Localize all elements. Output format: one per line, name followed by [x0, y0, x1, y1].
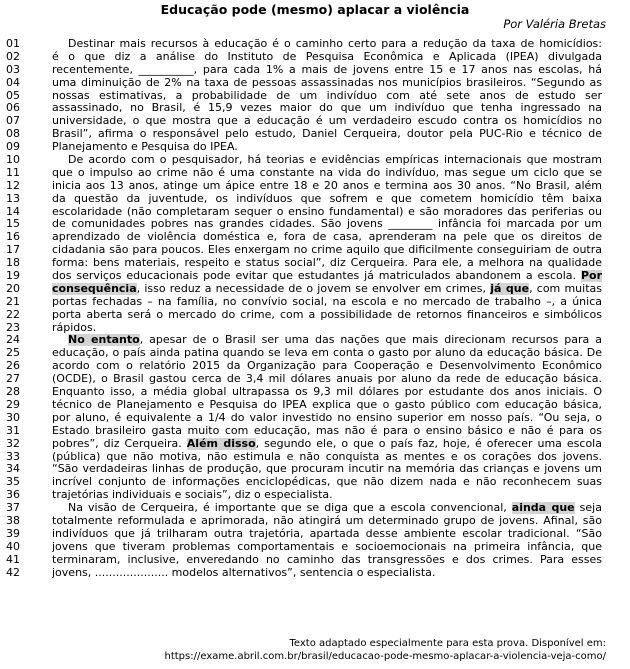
- text-segment: forma: bens materiais, respeito e status social”, diz Cerqueira. Para ele, a melhora na qualidade: [52, 257, 602, 270]
- text-line: [6, 193, 606, 206]
- text-line: [6, 90, 606, 103]
- line-text: [52, 90, 602, 103]
- text-line: [6, 218, 606, 231]
- line-number: 07: [6, 114, 20, 128]
- text-segment: portas fechadas – na família, no convívio social, na escola e no mercado de trabalho –, a única: [52, 295, 602, 308]
- line-text: [52, 257, 602, 270]
- line-number: 18: [6, 256, 20, 270]
- text-line: [6, 180, 606, 193]
- text-line: [6, 373, 606, 386]
- text-line: [6, 476, 606, 489]
- text-segment: Planejamento e Pesquisa do IPEA.: [52, 141, 238, 154]
- line-text: [52, 502, 602, 515]
- line-number: 37: [6, 501, 20, 515]
- text-line: [6, 528, 606, 541]
- line-text: [52, 386, 602, 399]
- line-number: 22: [6, 307, 20, 321]
- text-segment: terminaram, inclusive, enveredando no caminho das transgressões e dos crimes. Para esses: [52, 553, 602, 566]
- line-text: [52, 334, 602, 347]
- line-text: [52, 180, 602, 193]
- text-segment: Brasil”, afirma o responsável pelo estudo, Daniel Cerqueira, doutor pela PUC-Rio e técnico de: [52, 128, 602, 141]
- line-text: [52, 141, 602, 154]
- text-segment: universidade, o que mostra que a educação é um verdadeiro escudo contra os homicídios no: [52, 115, 602, 128]
- text-segment: assassinado, no Brasil, é 15,9 vezes maior do que um indivíduo que tenha ingressado na: [52, 102, 602, 115]
- text-line: [6, 128, 606, 141]
- line-number: 11: [6, 165, 20, 179]
- article-body: [6, 38, 606, 579]
- line-number: 39: [6, 526, 20, 540]
- highlighted-connective: Por: [580, 270, 602, 283]
- text-line: [6, 64, 606, 77]
- line-number: 21: [6, 294, 20, 308]
- text-segment: Na visão de Cerqueira, é importante que se diga que a escola convencional,: [68, 502, 512, 515]
- text-segment: dos serviços educacionais pode evitar que estudantes já matriculados abandonem a escola.: [52, 270, 581, 283]
- text-line: [6, 296, 606, 309]
- line-number: 08: [6, 127, 20, 141]
- text-line: [6, 502, 606, 515]
- line-number: 33: [6, 449, 20, 463]
- text-segment: inicia aos 13 anos, atinge um ápice entre 18 e 20 anos e termina aos 30 anos. “No Brasil, além: [52, 179, 602, 192]
- line-number: 36: [6, 488, 20, 502]
- line-text: [52, 115, 602, 128]
- line-number: 04: [6, 75, 20, 89]
- line-number: 17: [6, 243, 20, 257]
- text-segment: uma diminuição de 2% na taxa de pessoas assassinadas nos municípios brasileiros. “Segundo as: [52, 76, 602, 89]
- text-segment: (pública) que não motiva, não estimula e não conquista as mentes e os corações dos jovens.: [52, 450, 602, 463]
- text-line: [6, 567, 606, 580]
- line-text: [52, 438, 602, 451]
- text-line: [6, 167, 606, 180]
- text-segment: da questão da juventude, os indivíduos que sofrem e que cometem homicídio têm baixa: [52, 192, 602, 205]
- line-text: [52, 489, 602, 502]
- line-text: [52, 77, 602, 90]
- line-number: 15: [6, 217, 20, 231]
- text-segment: , segundo ele, o que o país faz, hoje, é oferecer uma escola: [255, 437, 602, 450]
- line-text: [52, 193, 602, 206]
- line-number: 24: [6, 333, 20, 347]
- source-citation: [165, 637, 607, 663]
- line-number: 09: [6, 140, 20, 154]
- text-line: [6, 386, 606, 399]
- line-number: 30: [6, 410, 20, 424]
- source-note: Texto adaptado especialmente para esta prova. Disponível em:: [289, 638, 606, 649]
- text-line: [6, 554, 606, 567]
- text-segment: Enquanto isso, a média global ultrapassa os 9,3 mil dólares por estudante dos anos iniciais. O: [52, 386, 602, 399]
- source-url[interactable]: https://exame.abril.com.br/brasil/educacao-pode-mesmo-aplacar-a-violencia-veja-como/: [164, 651, 606, 662]
- line-text: [52, 476, 602, 489]
- text-line: [6, 399, 606, 412]
- text-segment: rápidos.: [52, 321, 97, 334]
- text-segment: educação, o país ainda patina quando se leva em conta o gasto por aluno da educação básica. De: [52, 347, 602, 360]
- line-text: [52, 296, 602, 309]
- line-number: 25: [6, 346, 20, 360]
- text-line: [6, 51, 606, 64]
- highlighted-connective: No entanto: [68, 334, 140, 347]
- text-line: [6, 334, 606, 347]
- text-segment: cidadania são para poucos. Eles enxergam no crime aquilo que dificilmente conseguiriam de outra: [52, 244, 602, 257]
- text-line: [6, 283, 606, 296]
- text-segment: de comunidades pobres nas grandes cidades. São jovens ________ infância foi marcada por um: [52, 218, 602, 231]
- text-segment: que o impulso ao crime não é uma constante na vida do indivíduo, mas segue um ciclo que se: [52, 166, 602, 179]
- text-segment: porta aberta será o mercado do crime, com a possibilidade de retornos financeiros e simbólicos: [52, 308, 602, 321]
- line-text: [52, 360, 602, 373]
- highlighted-connective: já que: [490, 282, 530, 295]
- text-line: [6, 489, 606, 502]
- text-line: [6, 360, 606, 373]
- text-line: [6, 412, 606, 425]
- line-number: 05: [6, 88, 20, 102]
- text-segment: jovens que tiveram problemas comportamentais e socioemocionais na primeira infância, que: [52, 540, 602, 553]
- text-segment: , isso reduz a necessidade de o jovem se envolver em crimes,: [136, 282, 491, 295]
- line-text: [52, 347, 602, 360]
- line-text: [52, 51, 602, 64]
- line-number: 01: [6, 37, 20, 50]
- text-segment: incrível conjunto de informações enciclopédicas, que não dizem nada e não reconhecem suas: [52, 476, 602, 489]
- line-number: 14: [6, 204, 20, 218]
- text-segment: pobres”, diz Cerqueira.: [52, 437, 187, 450]
- text-segment: jovens, ..................... modelos alternativos”, sentencia o especialista.: [52, 566, 436, 579]
- article-author: Por Valéria Bretas: [503, 17, 606, 31]
- text-line: [6, 154, 606, 167]
- text-segment: “São verdadeiras linhas de produção, que procuram incutir na memória das crianças e jovens um: [52, 463, 602, 476]
- line-text: [52, 244, 602, 257]
- line-text: [52, 463, 602, 476]
- text-line: [6, 347, 606, 360]
- line-text: [52, 231, 602, 244]
- text-segment: indivíduos que já trilharam outra trajetória, apartada desse ambiente escolar tradicional. “São: [52, 527, 602, 540]
- text-line: [6, 425, 606, 438]
- line-text: [52, 399, 602, 412]
- line-number: 10: [6, 153, 20, 167]
- text-line: [6, 244, 606, 257]
- highlighted-connective: ainda que: [511, 502, 575, 515]
- line-text: [52, 322, 602, 335]
- line-number: 38: [6, 513, 20, 527]
- text-line: [6, 206, 606, 219]
- line-text: [52, 541, 602, 554]
- text-line: [6, 102, 606, 115]
- line-number: 34: [6, 462, 20, 476]
- line-number: 32: [6, 436, 20, 450]
- line-number: 03: [6, 62, 20, 76]
- line-text: [52, 128, 602, 141]
- line-text: [52, 373, 602, 386]
- line-number: 42: [6, 565, 20, 579]
- line-text: [52, 425, 602, 438]
- article-title: Educação pode (mesmo) aplacar a violência: [160, 2, 470, 17]
- text-line: [6, 38, 606, 51]
- text-segment: escolaridade (não completaram sequer o ensino fundamental) e são moradores das periferias ou: [52, 205, 602, 218]
- text-segment: recentemente, __________, para cada 1% a mais de jovens entre 15 e 17 anos nas escolas, há: [52, 63, 602, 76]
- text-segment: (OCDE), o Brasil gastou cerca de 3,4 mil dólares anuais por aluno da rede de educação básica.: [52, 373, 602, 386]
- text-segment: totalmente reformulada e aprimorada, não atingirá um determinado grupo de jovens. Afinal, são: [52, 514, 602, 527]
- line-number: 16: [6, 230, 20, 244]
- line-number: 23: [6, 320, 20, 334]
- text-line: [6, 77, 606, 90]
- text-segment: é o que diz a análise do Instituto de Pesquisa Econômica e Aplicada (IPEA) divulgada: [52, 50, 602, 63]
- line-text: [52, 451, 602, 464]
- line-number: 27: [6, 372, 20, 386]
- text-line: [6, 322, 606, 335]
- text-segment: , com muitas: [529, 282, 602, 295]
- highlighted-connective: consequência: [52, 282, 137, 295]
- line-number: 26: [6, 359, 20, 373]
- line-text: [52, 270, 602, 283]
- text-segment: técnico de Planejamento e Pesquisa do IPEA explica que o gasto público com educação básica,: [52, 398, 602, 411]
- line-number: 40: [6, 539, 20, 553]
- text-line: [6, 270, 606, 283]
- line-text: [52, 528, 602, 541]
- line-number: 28: [6, 385, 20, 399]
- text-segment: Estado brasileiro gasta muito com educação, mas não é para o ensino básico e não é para os: [52, 424, 602, 437]
- line-number: 12: [6, 178, 20, 192]
- text-segment: aprendizado de violência doméstica e, fora de casa, aprenderam na pele que os direitos de: [52, 231, 602, 244]
- line-number: 19: [6, 269, 20, 283]
- text-segment: por aluno, é equivalente a 1/4 do valor investido no ensino superior em nosso país. “Ou seja, o: [52, 411, 602, 424]
- text-line: [6, 515, 606, 528]
- line-text: [52, 309, 602, 322]
- text-line: [6, 541, 606, 554]
- text-line: [6, 257, 606, 270]
- line-text: [52, 218, 602, 231]
- text-line: [6, 451, 606, 464]
- line-text: [52, 567, 602, 580]
- line-text: [52, 283, 602, 296]
- line-text: [52, 38, 602, 51]
- line-number: 02: [6, 49, 20, 63]
- text-segment: trajetórias individuais e sociais”, diz o especialista.: [52, 489, 333, 502]
- text-segment: seja: [574, 502, 602, 515]
- text-line: [6, 438, 606, 451]
- line-text: [52, 412, 602, 425]
- line-text: [52, 554, 602, 567]
- text-segment: acordo com o relatório 2015 da Organização para Cooperação e Desenvolvimento Econômico: [52, 360, 602, 373]
- text-segment: nossas estimativas, a probabilidade de um indivíduo com até sete anos de estudo ser: [52, 89, 602, 102]
- line-text: [52, 154, 602, 167]
- line-number: 06: [6, 101, 20, 115]
- line-number: 35: [6, 475, 20, 489]
- line-text: [52, 102, 602, 115]
- line-number: 31: [6, 423, 20, 437]
- line-text: [52, 167, 602, 180]
- text-line: [6, 309, 606, 322]
- text-line: [6, 231, 606, 244]
- line-number: 41: [6, 552, 20, 566]
- text-segment: Destinar mais recursos à educação é o caminho certo para a redução da taxa de homicídios:: [68, 38, 602, 50]
- line-text: [52, 515, 602, 528]
- highlighted-connective: Além disso: [186, 437, 256, 450]
- text-line: [6, 141, 606, 154]
- line-number: 29: [6, 397, 20, 411]
- text-line: [6, 115, 606, 128]
- line-text: [52, 206, 602, 219]
- line-number: 20: [6, 281, 20, 295]
- line-text: [52, 64, 602, 77]
- line-number: 13: [6, 191, 20, 205]
- text-line: [6, 463, 606, 476]
- text-segment: De acordo com o pesquisador, há teorias e evidências empíricas internacionais que mostram: [68, 154, 602, 167]
- text-segment: , apesar de o Brasil ser uma das nações que mais direcionam recursos para a: [139, 334, 602, 347]
